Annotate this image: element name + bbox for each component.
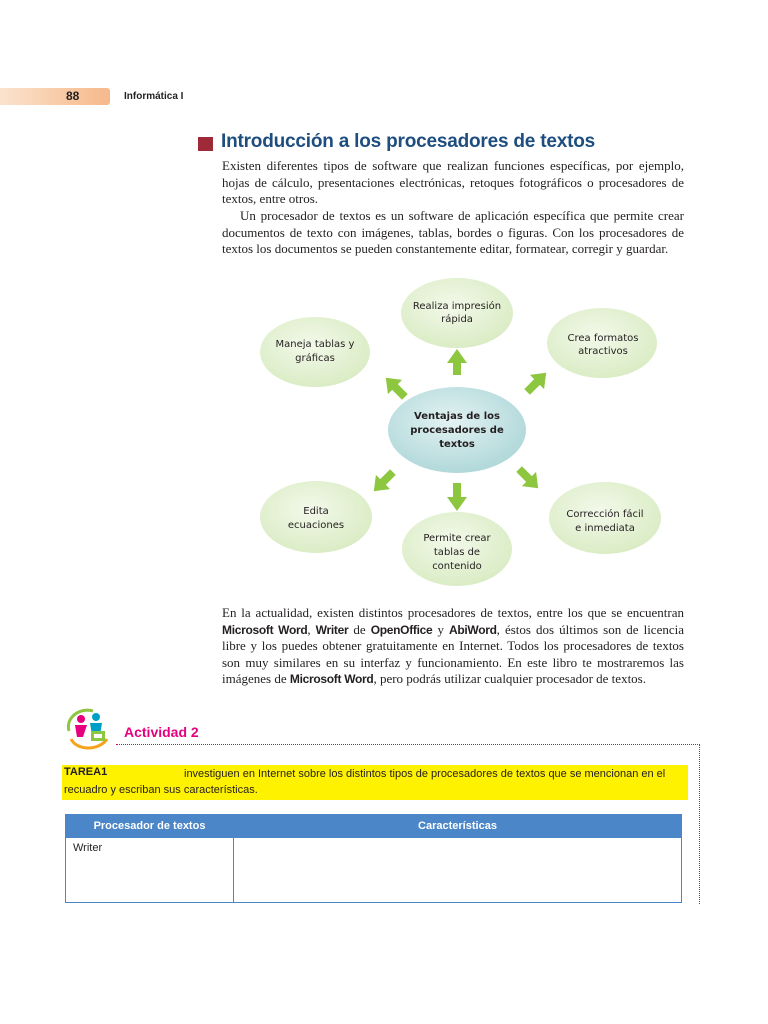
task-label: TAREA1 [64, 766, 108, 778]
task-instructions: investiguen en Internet sobre los distintos tipos de procesadores de textos que se mencionan en el recuadro y escriban sus características. [64, 768, 666, 796]
node-edit-equations [260, 481, 372, 553]
advantages-diagram [255, 275, 665, 595]
processors-paragraph: En la actualidad, existen distintos procesadores de textos, entre los que se encuentran Microsoft Word, Writer de OpenOffice y AbiWord, éstos dos últimos son de licencia libre y los puedes obtener gratuitamente en Internet. Todos los procesadores de textos son muy similares en su interfaz y funcionamiento. En este libro te mostraremos las imágenes de Microsoft Word, pero podrás utilizar cualquier procesador de textos. [222, 605, 684, 686]
intro-paragraph-1: Existen diferentes tipos de software que realizan funciones específicas, por ejemplo, hojas de cálculo, presentaciones electrónicas, retoques fotográficos o procesadores de textos, entre otros. [222, 158, 684, 206]
cell-characteristics[interactable] [234, 838, 682, 903]
svg-text:Permite crear: Permite crear [423, 533, 491, 544]
svg-text:ecuaciones: ecuaciones [287, 520, 345, 531]
page-number: 88 [66, 89, 80, 103]
arrow-up-left-icon [379, 371, 412, 404]
svg-text:rápida: rápida [441, 314, 473, 325]
header-processor: Procesador de textos [66, 815, 234, 838]
table-header-row [66, 815, 682, 838]
table-row [66, 838, 682, 903]
header-characteristics: Características [234, 815, 682, 838]
section-title: Introducción a los procesadores de textos [221, 131, 596, 152]
svg-text:tablas de: tablas de [433, 547, 481, 558]
svg-text:contenido: contenido [432, 561, 482, 572]
book-title: Informática I [124, 91, 184, 102]
svg-text:Edita: Edita [303, 506, 329, 517]
section-marker-icon [198, 137, 213, 151]
arrow-down-left-icon [367, 465, 400, 498]
svg-text:Maneja tablas y: Maneja tablas y [275, 339, 355, 350]
arrow-up-icon [447, 349, 467, 375]
node-tables-charts [260, 317, 370, 387]
center-line-2: procesadores de [410, 425, 504, 436]
svg-text:atractivos: atractivos [578, 346, 628, 357]
cell-processor-name: Writer [66, 838, 234, 903]
processors-table [65, 814, 682, 903]
node-print-fast [401, 278, 513, 348]
svg-text:e inmediata: e inmediata [575, 523, 635, 534]
center-line-3: textos [439, 439, 475, 450]
arrow-down-right-icon [512, 462, 545, 495]
arrow-up-right-icon [520, 366, 553, 399]
svg-text:Corrección fácil: Corrección fácil [566, 509, 644, 520]
intro-paragraph-2: Un procesador de textos es un software de aplicación específica que permite crear documentos de texto con imágenes, tablas, bordes o figuras. Con los procesadores de textos los documentos se pueden constantemente editar, formatear, corregir y guardar. [222, 208, 684, 256]
activity-people-icon [63, 705, 115, 753]
activity-title: Actividad 2 [124, 724, 199, 740]
arrow-down-icon [447, 483, 467, 511]
activity-dotted-border-right [699, 744, 700, 904]
svg-text:Realiza impresión: Realiza impresión [412, 301, 502, 312]
center-line-1: Ventajas de los [414, 411, 500, 422]
svg-text:Crea formatos: Crea formatos [567, 333, 639, 344]
svg-text:gráficas: gráficas [295, 353, 335, 364]
page-number-tab [0, 88, 110, 105]
activity-dotted-border-top [116, 744, 700, 745]
